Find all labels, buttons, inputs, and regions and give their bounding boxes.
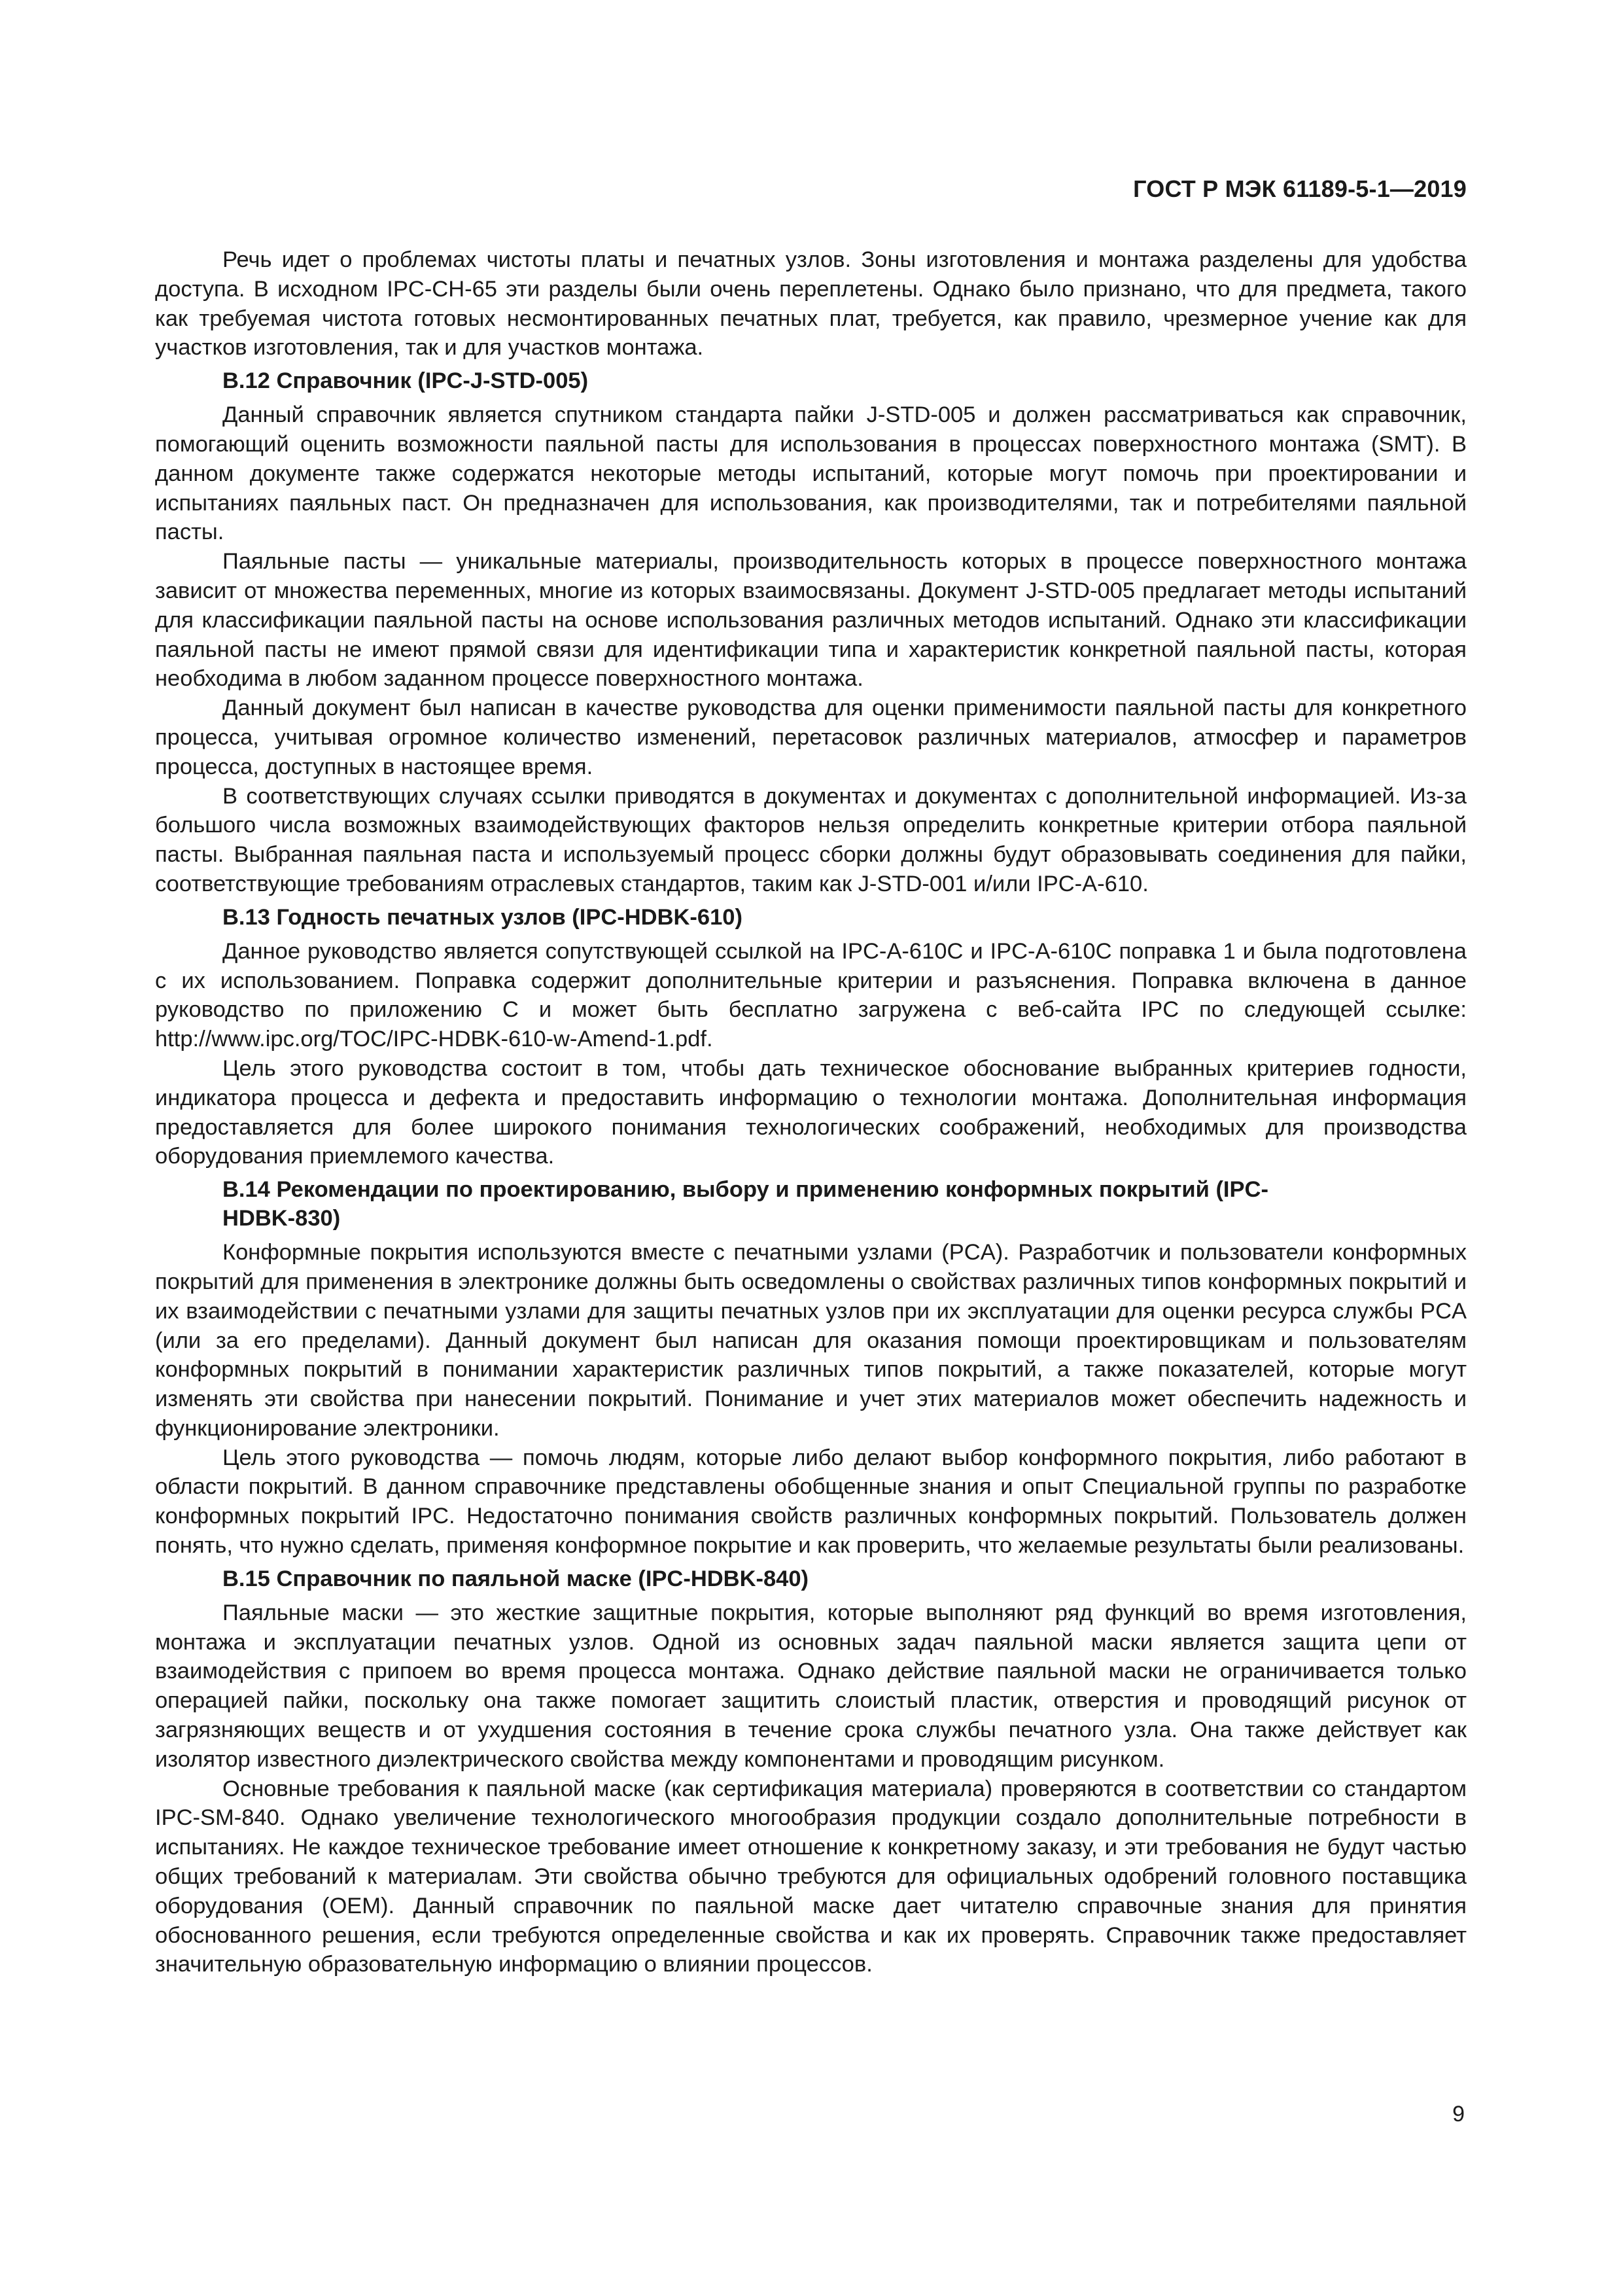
section-heading-b13: B.13 Годность печатных узлов (IPC-HDBK-610): [222, 904, 742, 930]
document-header: ГОСТ Р МЭК 61189-5-1—2019: [1133, 175, 1467, 202]
b13-paragraph-1: Данное руководство является сопутствующей ссылкой на IPC-A-610C и IPC-A-610C поправка 1 и была подготовлена с их использованием. Поправка содержит дополнительные критерии и разъяснения. Поправка включена в данное руководство по приложению С и может быть бесплатно загружена с веб-сайта IPC по следующей ссылке: http://www.ipc.org/TOC/IPC-HDBK-610-w-Amend-1.pdf.: [155, 938, 1467, 1052]
intro-paragraph: Речь идет о проблемах чистоты платы и печатных узлов. Зоны изготовления и монтажа разделены для удобства доступа. В исходном IPC-CH-65 эти разделы были очень переплетены. Однако было признано, что для предмета, такого как требуемая чистота готовых несмонтированных печатных плат, требуется, как правило, чрезмерное учение как для участков изготовления, так и для участков монтажа.: [155, 247, 1467, 361]
page-number: 9: [1452, 2102, 1465, 2127]
b12-paragraph-3: Данный документ был написан в качестве руководства для оценки применимости паяльной пасты для конкретного процесса, учитывая огромное количество изменений, перетасовок различных материалов, атмосфер и параметров процесса, доступных в настоящее время.: [155, 696, 1467, 779]
document-body: [155, 245, 1467, 1979]
b13-paragraph-2: Цель этого руководства состоит в том, чтобы дать техническое обоснование выбранных критериев годности, индикатора процесса и дефекта и предоставить информацию о технологии монтажа. Дополнительная информация предоставляется для более широкого понимания технологических соображений, необходимых для производства оборудования приемлемого качества.: [155, 1055, 1467, 1169]
b14-paragraph-1: Конформные покрытия используются вместе с печатными узлами (PCA). Разработчик и пользователи конформных покрытий для применения в электронике должны быть осведомлены о свойствах различных типов конформных покрытий и их взаимодействии с печатными узлами для защиты печатных узлов при их эксплуатации для оценки ресурса службы PCA (или за его пределами). Данный документ был написан для оказания помощи проектировщикам и пользователям конформных покрытий в понимании характеристик различных типов покрытий, а также показателей, которые могут изменять эти свойства при нанесении покрытий. Понимание и учет этих материалов может обеспечить надежность и функционирование электроники.: [155, 1240, 1467, 1441]
b12-paragraph-1: Данный справочник является спутником стандарта пайки J-STD-005 и должен рассматриваться как справочник, помогающий оценить возможности паяльной пасты для использования в процессах поверхностного монтажа (SMT). В данном документе также содержатся некоторые методы испытаний, которые могут помочь при проектировании и испытаниях паяльных паст. Он предназначен для использования, как производителями, так и потребителями паяльной пасты.: [155, 402, 1467, 545]
b15-paragraph-2: Основные требования к паяльной маске (как сертификация материала) проверяются в соответствии со стандартом IPC-SM-840. Однако увеличение технологического многообразия продукции создало дополнительные потребности в испытаниях. Не каждое техническое требование имеет отношение к конкретному заказу, и эти требования не будут частью общих требований к материалам. Эти свойства обычно требуются для официальных одобрений головного поставщика оборудования (OEM). Данный справочник по паяльной маске дает читателю справочные знания для принятия обоснованного решения, если требуются определенные свойства и как их проверять. Справочник также предоставляет значительную образовательную информацию о влиянии процессов.: [155, 1776, 1467, 1977]
b12-paragraph-2: Паяльные пасты — уникальные материалы, производительность которых в процессе поверхностного монтажа зависит от множества переменных, многие из которых взаимосвязаны. Документ J-STD-005 предлагает методы испытаний для классификации паяльной пасты на основе использования различных методов испытаний. Однако эти классификации паяльной пасты не имеют прямой связи для идентификации типа и характеристик конкретной паяльной пасты, которая необходима в любом заданном процессе поверхностного монтажа.: [155, 549, 1467, 692]
b14-paragraph-2: Цель этого руководства — помочь людям, которые либо делают выбор конформного покрытия, либо работают в области покрытий. В данном справочнике представлены обобщенные знания и опыт Специальной группы по разработке конформных покрытий IPC. Недостаточно понимания свойств различных конформных покрытий. Пользователь должен понять, что нужно сделать, применяя конформное покрытие и как проверить, что желаемые результаты были реализованы.: [155, 1445, 1467, 1559]
section-heading-b14: B.14 Рекомендации по проектированию, выбору и применению конформных покрытий (IPC-HDBK-830): [222, 1177, 1268, 1231]
b15-paragraph-1: Паяльные маски — это жесткие защитные покрытия, которые выполняют ряд функций во время изготовления, монтажа и эксплуатации печатных узлов. Одной из основных задач паяльной маски является защита цепи от взаимодействия с припоем во время процесса монтажа. Однако действие паяльной маски не ограничивается только операцией пайки, поскольку она также помогает защитить слоистый пластик, отверстия и проводящий рисунок от загрязняющих веществ и от ухудшения состояния в течение срока службы печатного узла. Она также действует как изолятор известного диэлектрического свойства между компонентами и проводящим рисунком.: [155, 1600, 1467, 1772]
b12-paragraph-4: В соответствующих случаях ссылки приводятся в документах и документах с дополнительной информацией. Из-за большого числа возможных взаимодействующих факторов нельзя определить конкретные критерии отбора паяльной пасты. Выбранная паяльная паста и используемый процесс сборки должны будут образовывать соединения для пайки, соответствующие требованиям отраслевых стандартов, таким как J-STD-001 и/или IPC-A-610.: [155, 783, 1467, 896]
section-heading-b12: B.12 Справочник (IPC-J-STD-005): [222, 368, 589, 394]
section-heading-b15: B.15 Справочник по паяльной маске (IPC-HDBK-840): [222, 1566, 809, 1591]
